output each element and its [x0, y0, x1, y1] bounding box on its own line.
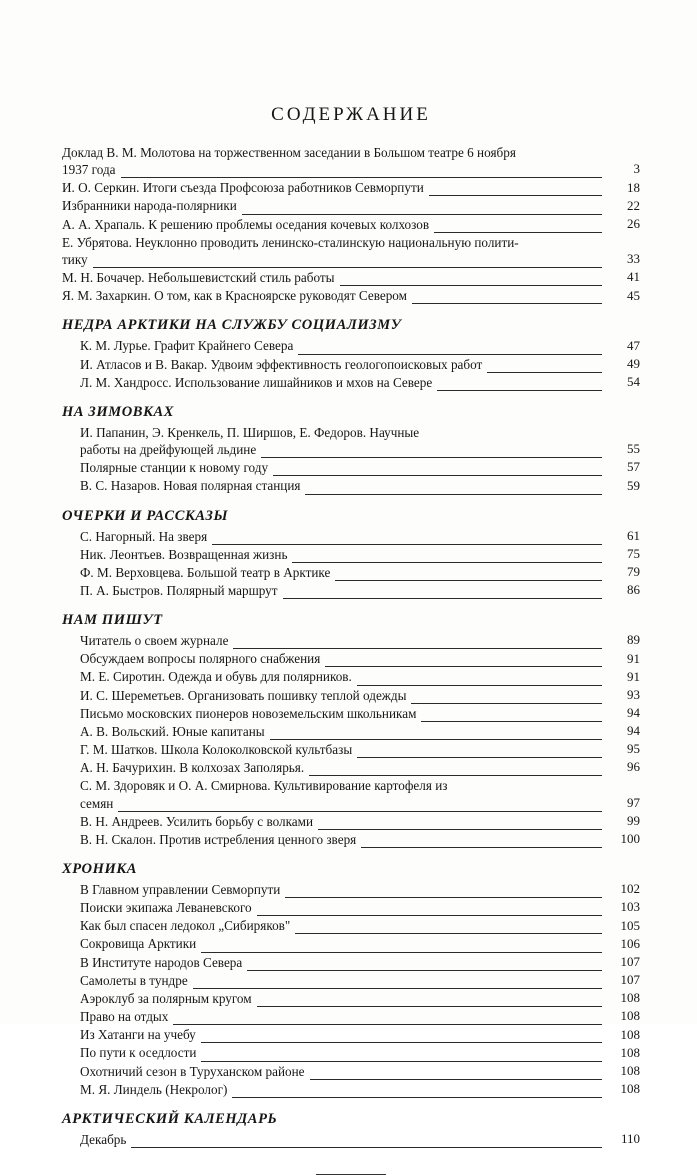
toc-entry[interactable] — [80, 459, 640, 476]
table-of-contents — [62, 104, 640, 1175]
toc-page-number: 59 — [627, 477, 640, 493]
toc-entry-title: Самолеты в тундре — [80, 972, 188, 988]
toc-entry-title: М. Е. Сиротин. Одежда и обувь для полярников. — [80, 669, 352, 685]
toc-entry-title: Из Хатанги на учебу — [80, 1027, 196, 1043]
toc-entry-title: По пути к оседлости — [80, 1045, 197, 1061]
toc-entry[interactable] — [80, 1081, 640, 1098]
toc-entry-title: К. М. Лурье. Графит Крайнего Севера — [80, 338, 294, 354]
toc-entry-title-cont: семян — [80, 795, 114, 811]
toc-entry-title: И. С. Шереметьев. Организовать пошивку теплой одежды — [80, 687, 407, 703]
toc-entry[interactable] — [80, 972, 640, 989]
toc-entry[interactable] — [80, 374, 640, 391]
toc-entry-title: А. Н. Бачурихин. В колхозах Заполярья. — [80, 760, 305, 776]
dot-leader — [247, 960, 602, 971]
toc-entry[interactable] — [80, 528, 640, 545]
toc-entry[interactable] — [80, 723, 640, 740]
toc-page-number: 54 — [627, 373, 640, 389]
dot-leader — [309, 766, 602, 777]
dot-leader — [305, 484, 602, 495]
toc-page-number: 79 — [627, 564, 640, 580]
dot-leader — [257, 997, 602, 1008]
toc-entry[interactable] — [80, 687, 640, 704]
toc-entry[interactable] — [80, 1008, 640, 1025]
dot-leader — [261, 448, 602, 459]
toc-entry[interactable] — [80, 917, 640, 934]
toc-page-number: 107 — [620, 953, 640, 969]
toc-entry[interactable] — [80, 1063, 640, 1080]
dot-leader — [118, 801, 602, 812]
dot-leader — [310, 1069, 602, 1080]
toc-entry-title: М. Н. Бочачер. Небольшевистский стиль работы — [62, 270, 335, 286]
toc-entry[interactable] — [62, 216, 640, 233]
section-heading: НЕДРА АРКТИКИ НА СЛУЖБУ СОЦИАЛИЗМУ — [62, 317, 402, 334]
toc-page-number: 108 — [620, 1044, 640, 1060]
toc-entry-title: Поиски экипажа Леваневского — [80, 900, 252, 916]
toc-entry[interactable] — [80, 582, 640, 599]
toc-entry-title: Ф. М. Верховцева. Большой театр в Арктике — [80, 564, 331, 580]
toc-entry-title: Доклад В. М. Молотова на торжественном заседании в Большом театре 6 ноября — [62, 145, 516, 160]
toc-entry[interactable] — [80, 1026, 640, 1043]
toc-entry[interactable] — [80, 899, 640, 916]
toc-page-number: 103 — [620, 899, 640, 915]
toc-page-number: 18 — [627, 179, 640, 195]
toc-entry[interactable] — [80, 546, 640, 563]
toc-entry-title: Я. М. Захаркин. О том, как в Красноярске руководят Севером — [62, 288, 407, 304]
dot-leader — [121, 168, 602, 179]
dot-leader — [212, 534, 602, 545]
toc-page-number: 75 — [627, 545, 640, 561]
toc-page-number: 97 — [627, 794, 640, 810]
dot-leader — [340, 276, 603, 287]
toc-entry[interactable] — [62, 234, 640, 268]
dot-leader — [270, 730, 602, 741]
toc-entry-title-cont: 1937 года — [62, 162, 116, 178]
dot-leader — [318, 819, 602, 830]
toc-entry-title: Как был спасен ледокол „Сибиряков" — [80, 918, 291, 934]
dot-leader — [429, 186, 602, 197]
toc-page-number: 105 — [620, 917, 640, 933]
toc-entry[interactable] — [62, 144, 640, 178]
toc-entry-title: Е. Убрятова. Неуклонно проводить ленинско-сталинскую национальную полити- — [62, 234, 519, 250]
toc-entry[interactable] — [62, 179, 640, 196]
toc-entry-title: Читатель о своем журнале — [80, 633, 229, 649]
toc-entry[interactable] — [80, 741, 640, 758]
dot-leader — [292, 552, 602, 563]
toc-entry[interactable] — [80, 705, 640, 722]
dot-leader — [412, 294, 602, 305]
toc-page-number: 108 — [620, 990, 640, 1006]
toc-entry[interactable] — [80, 759, 640, 776]
toc-entry[interactable] — [80, 337, 640, 354]
toc-entry[interactable] — [62, 197, 640, 214]
section-heading: АРКТИЧЕСКИЙ КАЛЕНДАРЬ — [62, 1110, 278, 1127]
toc-page-number: 47 — [627, 337, 640, 353]
dot-leader — [295, 924, 602, 935]
toc-page-number: 95 — [627, 741, 640, 757]
toc-entry-title: А. А. Храпаль. К решению проблемы оседания кочевых колхозов — [62, 216, 430, 232]
toc-entry-title-cont: тику — [62, 251, 88, 267]
toc-entry[interactable] — [80, 1131, 640, 1148]
toc-entry[interactable] — [80, 990, 640, 1007]
toc-entry[interactable] — [80, 356, 640, 373]
dot-leader — [361, 838, 602, 849]
dot-leader — [273, 466, 602, 477]
dot-leader — [357, 675, 602, 686]
toc-entry-title: Право на отдых — [80, 1009, 169, 1025]
dot-leader — [201, 942, 602, 953]
section-heading: НА ЗИМОВКАХ — [62, 403, 175, 420]
toc-page-number: 22 — [627, 197, 640, 213]
toc-page-number: 3 — [633, 161, 640, 177]
toc-entry[interactable] — [80, 935, 640, 952]
dot-leader — [325, 657, 602, 668]
dot-leader — [201, 1033, 602, 1044]
toc-entry[interactable] — [80, 881, 640, 898]
dot-leader — [487, 362, 602, 373]
toc-entry-title: Сокровища Арктики — [80, 936, 197, 952]
toc-entry-title: С. М. Здоровяк и О. А. Смирнова. Культивирование картофеля из — [80, 778, 448, 794]
toc-page-number: 33 — [627, 251, 640, 267]
toc-entry-title: В Главном управлении Севморпути — [80, 882, 281, 897]
toc-entry-title: Охотничий сезон в Туруханском районе — [80, 1063, 305, 1079]
toc-entry[interactable] — [80, 668, 640, 685]
toc-entry[interactable] — [80, 564, 640, 581]
toc-page-number: 107 — [620, 972, 640, 988]
section-heading: ХРОНИКА — [62, 861, 138, 877]
toc-entry-title: П. А. Быстров. Полярный маршрут — [80, 582, 278, 598]
toc-entry-title: Ник. Леонтьев. Возвращенная жизнь — [80, 546, 288, 562]
dot-leader — [233, 639, 602, 650]
dot-leader — [232, 1087, 602, 1098]
toc-page-number: 57 — [627, 459, 640, 475]
toc-entry-title: Обсуждаем вопросы полярного снабжения — [80, 651, 321, 667]
section-heading: ОЧЕРКИ И РАССКАЗЫ — [62, 507, 229, 524]
toc-entry-title: Г. М. Шатков. Школа Колоколковской культбазы — [80, 742, 353, 758]
toc-entry-title: В Институте народов Севера — [80, 954, 243, 970]
toc-entry-title: И. Папанин, Э. Кренкель, П. Ширшов, Е. Федоров. Научные — [80, 424, 420, 440]
toc-entry[interactable] — [80, 632, 640, 649]
toc-page-number: 41 — [627, 269, 640, 285]
dot-leader — [131, 1138, 602, 1149]
toc-entry[interactable] — [62, 287, 640, 304]
toc-page-number: 55 — [627, 441, 640, 457]
dot-leader — [421, 711, 602, 722]
toc-page-number: 108 — [620, 1080, 640, 1096]
toc-entry[interactable] — [80, 424, 640, 458]
page-title: СОДЕРЖАНИЕ — [271, 104, 431, 125]
dot-leader — [434, 222, 602, 233]
toc-page-number: 99 — [627, 812, 640, 828]
dot-leader — [257, 906, 602, 917]
toc-entry[interactable] — [80, 954, 640, 971]
dot-leader — [285, 888, 602, 899]
toc-entry-title: Письмо московских пионеров новоземельским школьникам — [80, 705, 417, 721]
toc-page-number: 94 — [627, 705, 640, 721]
dot-leader — [283, 589, 602, 600]
toc-page-number: 45 — [627, 287, 640, 303]
toc-entry-title: В. Н. Андреев. Усилить борьбу с волками — [80, 813, 314, 829]
toc-page-number: 93 — [627, 686, 640, 702]
toc-page-number: 91 — [627, 650, 640, 666]
toc-page-number: 49 — [627, 355, 640, 371]
dot-leader — [437, 380, 602, 391]
toc-page-number: 110 — [620, 1131, 640, 1147]
toc-entry-title: И. Атласов и В. Вакар. Удвоим эффективность геологопоисковых работ — [80, 356, 483, 372]
toc-page-number: 100 — [620, 831, 640, 847]
toc-entry[interactable] — [62, 269, 640, 286]
toc-entry-title: Аэроклуб за полярным кругом — [80, 990, 252, 1006]
toc-entry[interactable] — [80, 777, 640, 811]
toc-page-number: 26 — [627, 215, 640, 231]
toc-entry-title: В. С. Назаров. Новая полярная станция — [80, 478, 301, 494]
toc-page-number: 61 — [627, 527, 640, 543]
toc-entry-title: В. Н. Скалон. Против истребления ценного зверя — [80, 831, 357, 847]
dot-leader — [335, 570, 602, 581]
toc-entry-title: Декабрь — [80, 1131, 127, 1147]
toc-page-number: 108 — [620, 1008, 640, 1024]
section-heading: НАМ ПИШУТ — [62, 612, 163, 629]
toc-entry-title: Избранники народа-полярники — [62, 198, 237, 214]
toc-entry-title: С. Нагорный. На зверя — [80, 528, 208, 544]
toc-entry[interactable] — [80, 477, 640, 494]
toc-entry-title: А. В. Вольский. Юные капитаны — [80, 723, 265, 739]
toc-page-number: 108 — [620, 1026, 640, 1042]
toc-entry-title-cont: работы на дрейфующей льдине — [80, 442, 257, 458]
toc-entry[interactable] — [80, 813, 640, 830]
toc-entry[interactable] — [80, 831, 640, 848]
toc-entry[interactable] — [80, 1044, 640, 1061]
toc-page-number: 108 — [620, 1062, 640, 1078]
toc-page-number: 96 — [627, 759, 640, 775]
toc-page-number: 94 — [627, 723, 640, 739]
toc-page-number: 86 — [627, 582, 640, 598]
toc-body — [62, 144, 640, 1148]
toc-page-number: 106 — [620, 935, 640, 951]
dot-leader — [298, 344, 602, 355]
toc-page-number: 102 — [620, 881, 640, 897]
dot-leader — [201, 1051, 602, 1062]
toc-page-number: 89 — [627, 632, 640, 648]
dot-leader — [357, 748, 602, 759]
toc-entry-title: Полярные станции к новому году — [80, 460, 269, 476]
toc-entry[interactable] — [80, 650, 640, 667]
dot-leader — [93, 258, 602, 269]
toc-entry-title: И. О. Серкин. Итоги съезда Профсоюза работников Севморпути — [62, 180, 424, 196]
toc-entry-title: М. Я. Линдель (Некролог) — [80, 1081, 228, 1097]
dot-leader — [193, 978, 602, 989]
dot-leader — [411, 693, 602, 704]
toc-entry-title: Л. М. Хандросс. Использование лишайников и мхов на Севере — [80, 374, 433, 390]
toc-page-number: 91 — [627, 668, 640, 684]
dot-leader — [242, 204, 602, 215]
